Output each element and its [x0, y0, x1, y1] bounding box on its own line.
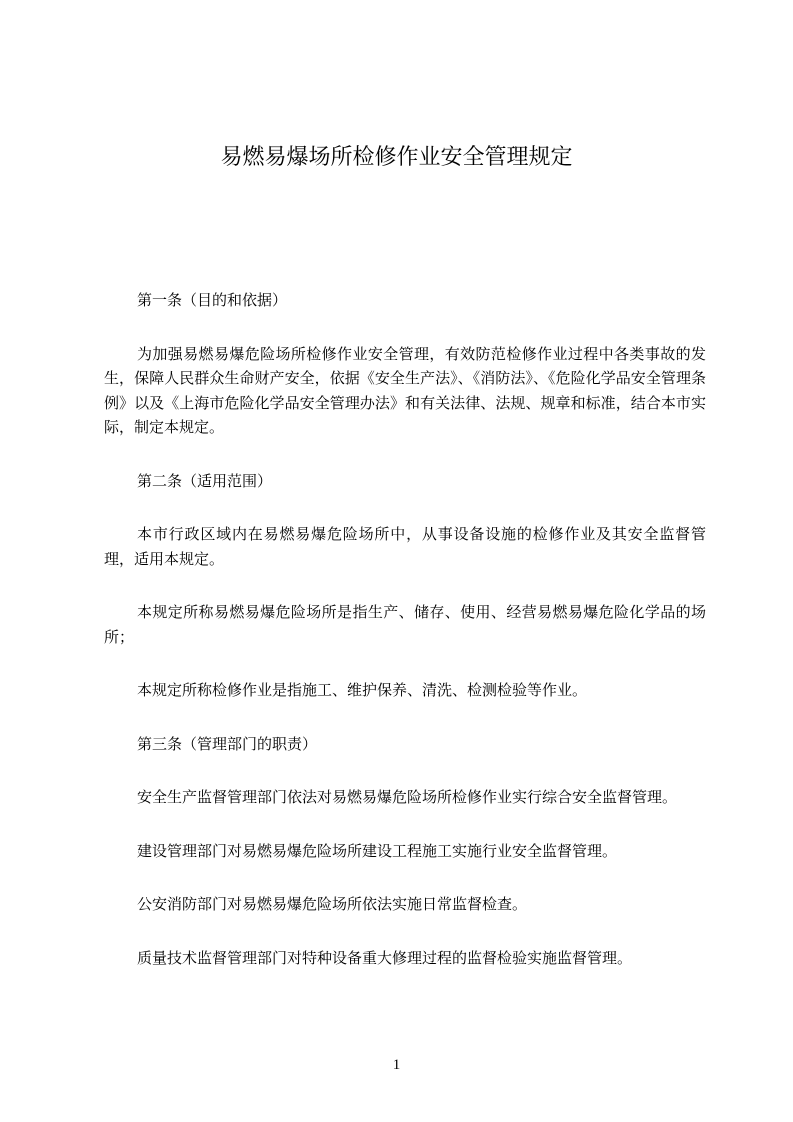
article-3-body-safety-supervision: 安全生产监督管理部门依法对易燃易爆危险场所检修作业实行综合安全监督管理。: [137, 788, 678, 806]
article-3-body-fire: 公安消防部门对易燃易爆危险场所依法实施日常监督检查。: [137, 895, 528, 913]
article-3-body-construction: 建设管理部门对易燃易爆危险场所建设工程施工实施行业安全监督管理。: [137, 841, 618, 860]
article-3-body-quality: 质量技术监督管理部门对特种设备重大修理过程的监督检验实施监督管理。: [137, 948, 633, 967]
article-2-heading: 第二条（适用范围）: [137, 471, 273, 490]
document-body: [104, 288, 706, 999]
page-number: 1: [392, 1057, 401, 1073]
article-1-body: 为加强易燃易爆危险场所检修作业安全管理，有效防范检修作业过程中各类事故的发生，保障人民群众生命财产安全，依据《安全生产法》、《消防法》、《危险化学品安全管理条例》以及《上海市危险化学品安全管理办法》和有关法律、法规、规章和标准，结合本市实际，制定本规定。: [104, 344, 706, 436]
article-2-body-definition-place: 本规定所称易燃易爆危险场所是指生产、储存、使用、经营易燃易爆危险化学品的场所；: [104, 603, 706, 646]
article-2-body-scope: 本市行政区域内在易燃易爆危险场所中，从事设备设施的检修作业及其安全监督管理，适用本规定。: [104, 525, 706, 568]
article-1-heading: 第一条（目的和依据）: [137, 291, 288, 309]
article-3-heading: 第三条（管理部门的职责）: [137, 734, 318, 753]
document-title: 易燃易爆场所检修作业安全管理规定: [220, 145, 573, 170]
article-2-body-definition-work: 本规定所称检修作业是指施工、维护保养、清洗、检测检验等作业。: [137, 681, 588, 699]
